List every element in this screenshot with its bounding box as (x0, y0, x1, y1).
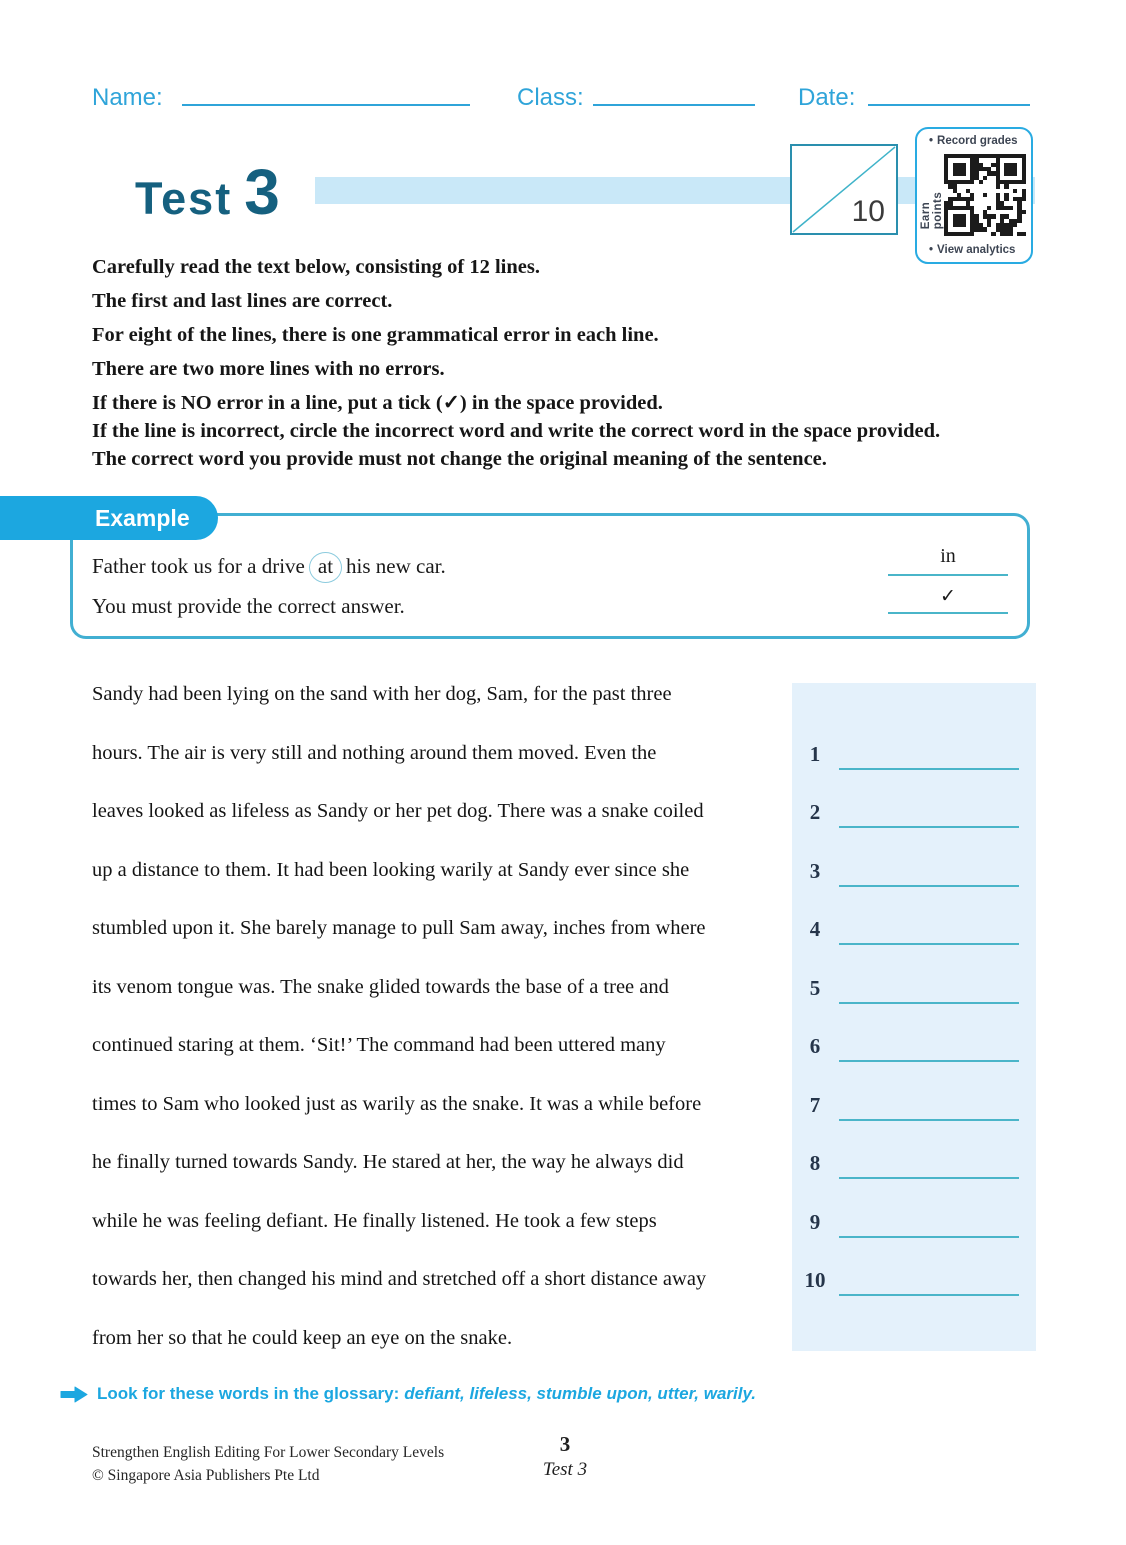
passage-line: while he was feeling defiant. He finally listened. He took a few steps (92, 1209, 657, 1232)
answer-number: 4 (809, 917, 821, 941)
answer-number: 7 (809, 1092, 821, 1117)
answer-number: 9 (809, 1209, 821, 1234)
passage-row (0, 1093, 1126, 1152)
footer-copyright: © Singapore Asia Publishers Pte Ltd (92, 1467, 320, 1484)
footer-series-title: Strengthen English Editing For Lower Secondary Levels (92, 1444, 445, 1461)
answer-number: 10 (804, 1268, 826, 1292)
score-box (790, 144, 898, 235)
instruction-line: For eight of the lines, there is one grammatical error in each line. (92, 324, 659, 346)
example-answer-line-2 (888, 612, 1008, 614)
answer-line-3[interactable] (839, 885, 1019, 887)
class-input-line[interactable] (593, 104, 755, 106)
page-number: 3 (559, 1432, 571, 1456)
instructions-block (92, 256, 1052, 476)
class-label: Class: (517, 84, 584, 111)
example-answer-1: in (940, 545, 956, 567)
passage-row (0, 800, 1126, 859)
example-tab: Example (0, 496, 218, 540)
passage-line: continued staring at them. ‘Sit!’ The command had been uttered many (92, 1034, 666, 1056)
qr-side-label: Earn points (920, 191, 944, 229)
passage-row (0, 1210, 1126, 1269)
example-answer-2: ✓ (940, 586, 956, 607)
passage-row (0, 859, 1126, 918)
passage-row (0, 1327, 1126, 1386)
qr-panel (915, 127, 1033, 264)
circled-word: at (309, 552, 342, 583)
passage (0, 683, 1126, 1385)
instruction-line: There are two more lines with no errors. (92, 358, 445, 380)
answer-line-5[interactable] (839, 1002, 1019, 1004)
passage-line: from her so that he could keep an eye on the snake. (92, 1326, 513, 1349)
answer-number: 1 (809, 741, 821, 766)
answer-line-7[interactable] (839, 1119, 1019, 1121)
title-word: Test (135, 173, 233, 224)
name-input-line[interactable] (182, 104, 470, 106)
instruction-line: Carefully read the text below, consisting of 12 lines. (92, 256, 540, 278)
qr-bottom-label: • View analytics (929, 244, 1016, 256)
passage-line: hours. The air is very still and nothing around them moved. Even the (92, 741, 657, 764)
answer-line-2[interactable] (839, 826, 1019, 828)
example-answer-line-1 (888, 574, 1008, 576)
passage-row (0, 1034, 1126, 1093)
answer-number: 8 (809, 1151, 821, 1175)
footer-page-info (505, 1432, 625, 1481)
arrow-right-icon (60, 1386, 88, 1403)
answer-number: 2 (809, 800, 821, 824)
title-number: 3 (244, 156, 280, 228)
date-label: Date: (798, 84, 856, 111)
passage-row (0, 917, 1126, 976)
bullet-icon: • (929, 135, 934, 147)
instruction-line: If the line is incorrect, circle the incorrect word and write the correct word in the space provided. (92, 420, 941, 442)
passage-row (0, 1268, 1126, 1327)
passage-line: towards her, then changed his mind and stretched off a short distance away (92, 1268, 707, 1290)
instruction-line: The first and last lines are correct. (92, 290, 393, 312)
passage-row (0, 742, 1126, 801)
qr-code-icon (944, 154, 1026, 236)
instruction-line: If there is NO error in a line, put a tick (✓) in the space provided. (92, 392, 663, 414)
answer-number: 3 (809, 858, 821, 883)
answer-line-10[interactable] (839, 1294, 1019, 1296)
passage-line: stumbled upon it. She barely manage to pull Sam away, inches from where (92, 917, 706, 939)
passage-line: its venom tongue was. The snake glided towards the base of a tree and (92, 975, 669, 998)
passage-row (0, 976, 1126, 1035)
example-sentence-2: You must provide the correct answer. (92, 594, 405, 618)
passage-line: times to Sam who looked just as warily as the snake. It was a while before (92, 1092, 702, 1115)
answer-line-6[interactable] (839, 1060, 1019, 1062)
answer-line-4[interactable] (839, 943, 1019, 945)
page-title (135, 155, 280, 229)
passage-row (0, 1151, 1126, 1210)
glossary-prefix: Look for these words in the glossary: (97, 1384, 400, 1403)
answer-number: 5 (809, 975, 821, 1000)
bullet-icon: • (929, 244, 934, 256)
score-total: 10 (851, 195, 885, 228)
page-test-label: Test 3 (542, 1459, 588, 1480)
instruction-line: The correct word you provide must not change the original meaning of the sentence. (92, 448, 827, 470)
date-input-line[interactable] (868, 104, 1030, 106)
answer-line-8[interactable] (839, 1177, 1019, 1179)
glossary-note (60, 1384, 756, 1404)
footer-publisher (92, 1441, 444, 1487)
passage-line: he finally turned towards Sandy. He stared at her, the way he always did (92, 1151, 684, 1173)
answer-line-9[interactable] (839, 1236, 1019, 1238)
passage-line: up a distance to them. It had been looking warily at Sandy ever since she (92, 858, 690, 881)
passage-line: Sandy had been lying on the sand with her dog, Sam, for the past three (92, 683, 672, 705)
glossary-words: defiant, lifeless, stumble upon, utter, warily. (404, 1384, 757, 1403)
name-label: Name: (92, 84, 163, 111)
answer-line-1[interactable] (839, 768, 1019, 770)
qr-top-label: • Record grades (929, 135, 1018, 147)
passage-line: leaves looked as lifeless as Sandy or her pet dog. There was a snake coiled (92, 800, 704, 822)
example-sentence-1: Father took us for a drive at his new car. (92, 552, 446, 583)
answer-number: 6 (809, 1034, 821, 1058)
passage-row (0, 683, 1126, 742)
